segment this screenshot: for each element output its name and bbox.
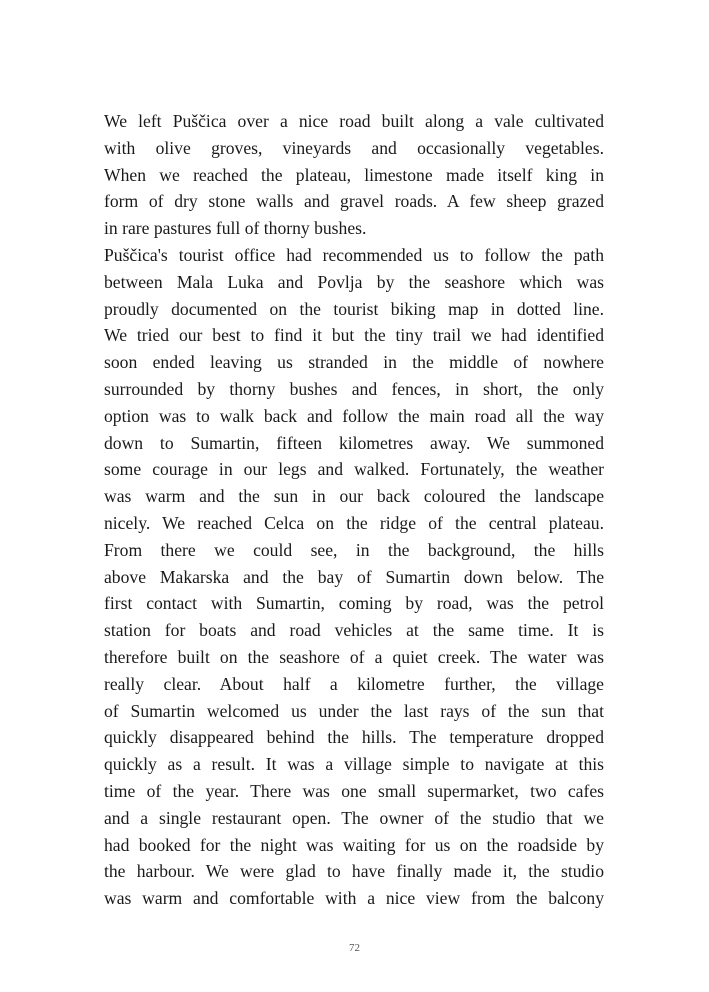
text-line: surrounded by thorny bushes and fences, in short, the only [104, 378, 604, 399]
text-line: was warm and the sun in our back coloured the landscape [104, 486, 604, 507]
text-line: From there we could see, in the background, the hills [104, 539, 604, 560]
text-line: soon ended leaving us stranded in the middle of nowhere [104, 352, 604, 373]
text-line: above Makarska and the bay of Sumartin down below. The [104, 566, 604, 587]
text-line: option was to walk back and follow the main road all the way [104, 405, 604, 426]
text-line: station for boats and road vehicles at the same time. It is [104, 620, 604, 641]
text-line: down to Sumartin, fifteen kilometres away. We summoned [104, 432, 604, 453]
text-line: quickly as a result. It was a village simple to navigate at this [104, 754, 604, 775]
text-line: between Mala Luka and Povlja by the seashore which was [104, 271, 604, 292]
text-line: of Sumartin welcomed us under the last rays of the sun that [104, 700, 604, 721]
text-line: quickly disappeared behind the hills. The temperature dropped [104, 727, 604, 748]
text-line: We tried our best to find it but the tiny trail we had identified [104, 325, 604, 346]
text-line: some courage in our legs and walked. Fortunately, the weather [104, 459, 604, 480]
text-line: had booked for the night was waiting for us on the roadside by [104, 834, 604, 855]
text-line: with olive groves, vineyards and occasionally vegetables. [104, 137, 604, 158]
text-line: nicely. We reached Celca on the ridge of the central plateau. [104, 512, 604, 533]
text-line: and a single restaurant open. The owner of the studio that we [104, 807, 604, 828]
text-line: first contact with Sumartin, coming by road, was the petrol [104, 593, 604, 614]
text-line: Puščica's tourist office had recommended us to follow the path [104, 244, 604, 265]
text-line: We left Puščica over a nice road built along a vale cultivated [104, 111, 604, 131]
page-number: 72 [349, 942, 360, 954]
text-line: time of the year. There was one small supermarket, two cafes [104, 780, 604, 801]
body-text [104, 108, 604, 912]
text-line: in rare pastures full of thorny bushes. [104, 218, 367, 239]
text-line: therefore built on the seashore of a quiet creek. The water was [104, 646, 604, 667]
text-line: really clear. About half a kilometre further, the village [104, 673, 604, 694]
text-line: the harbour. We were glad to have finally made it, the studio [104, 861, 604, 882]
text-line: was warm and comfortable with a nice view from the balcony [104, 888, 604, 909]
text-line: When we reached the plateau, limestone made itself king in [104, 164, 604, 185]
text-line: form of dry stone walls and gravel roads. A few sheep grazed [104, 191, 604, 212]
text-line: proudly documented on the tourist biking map in dotted line. [104, 298, 604, 319]
